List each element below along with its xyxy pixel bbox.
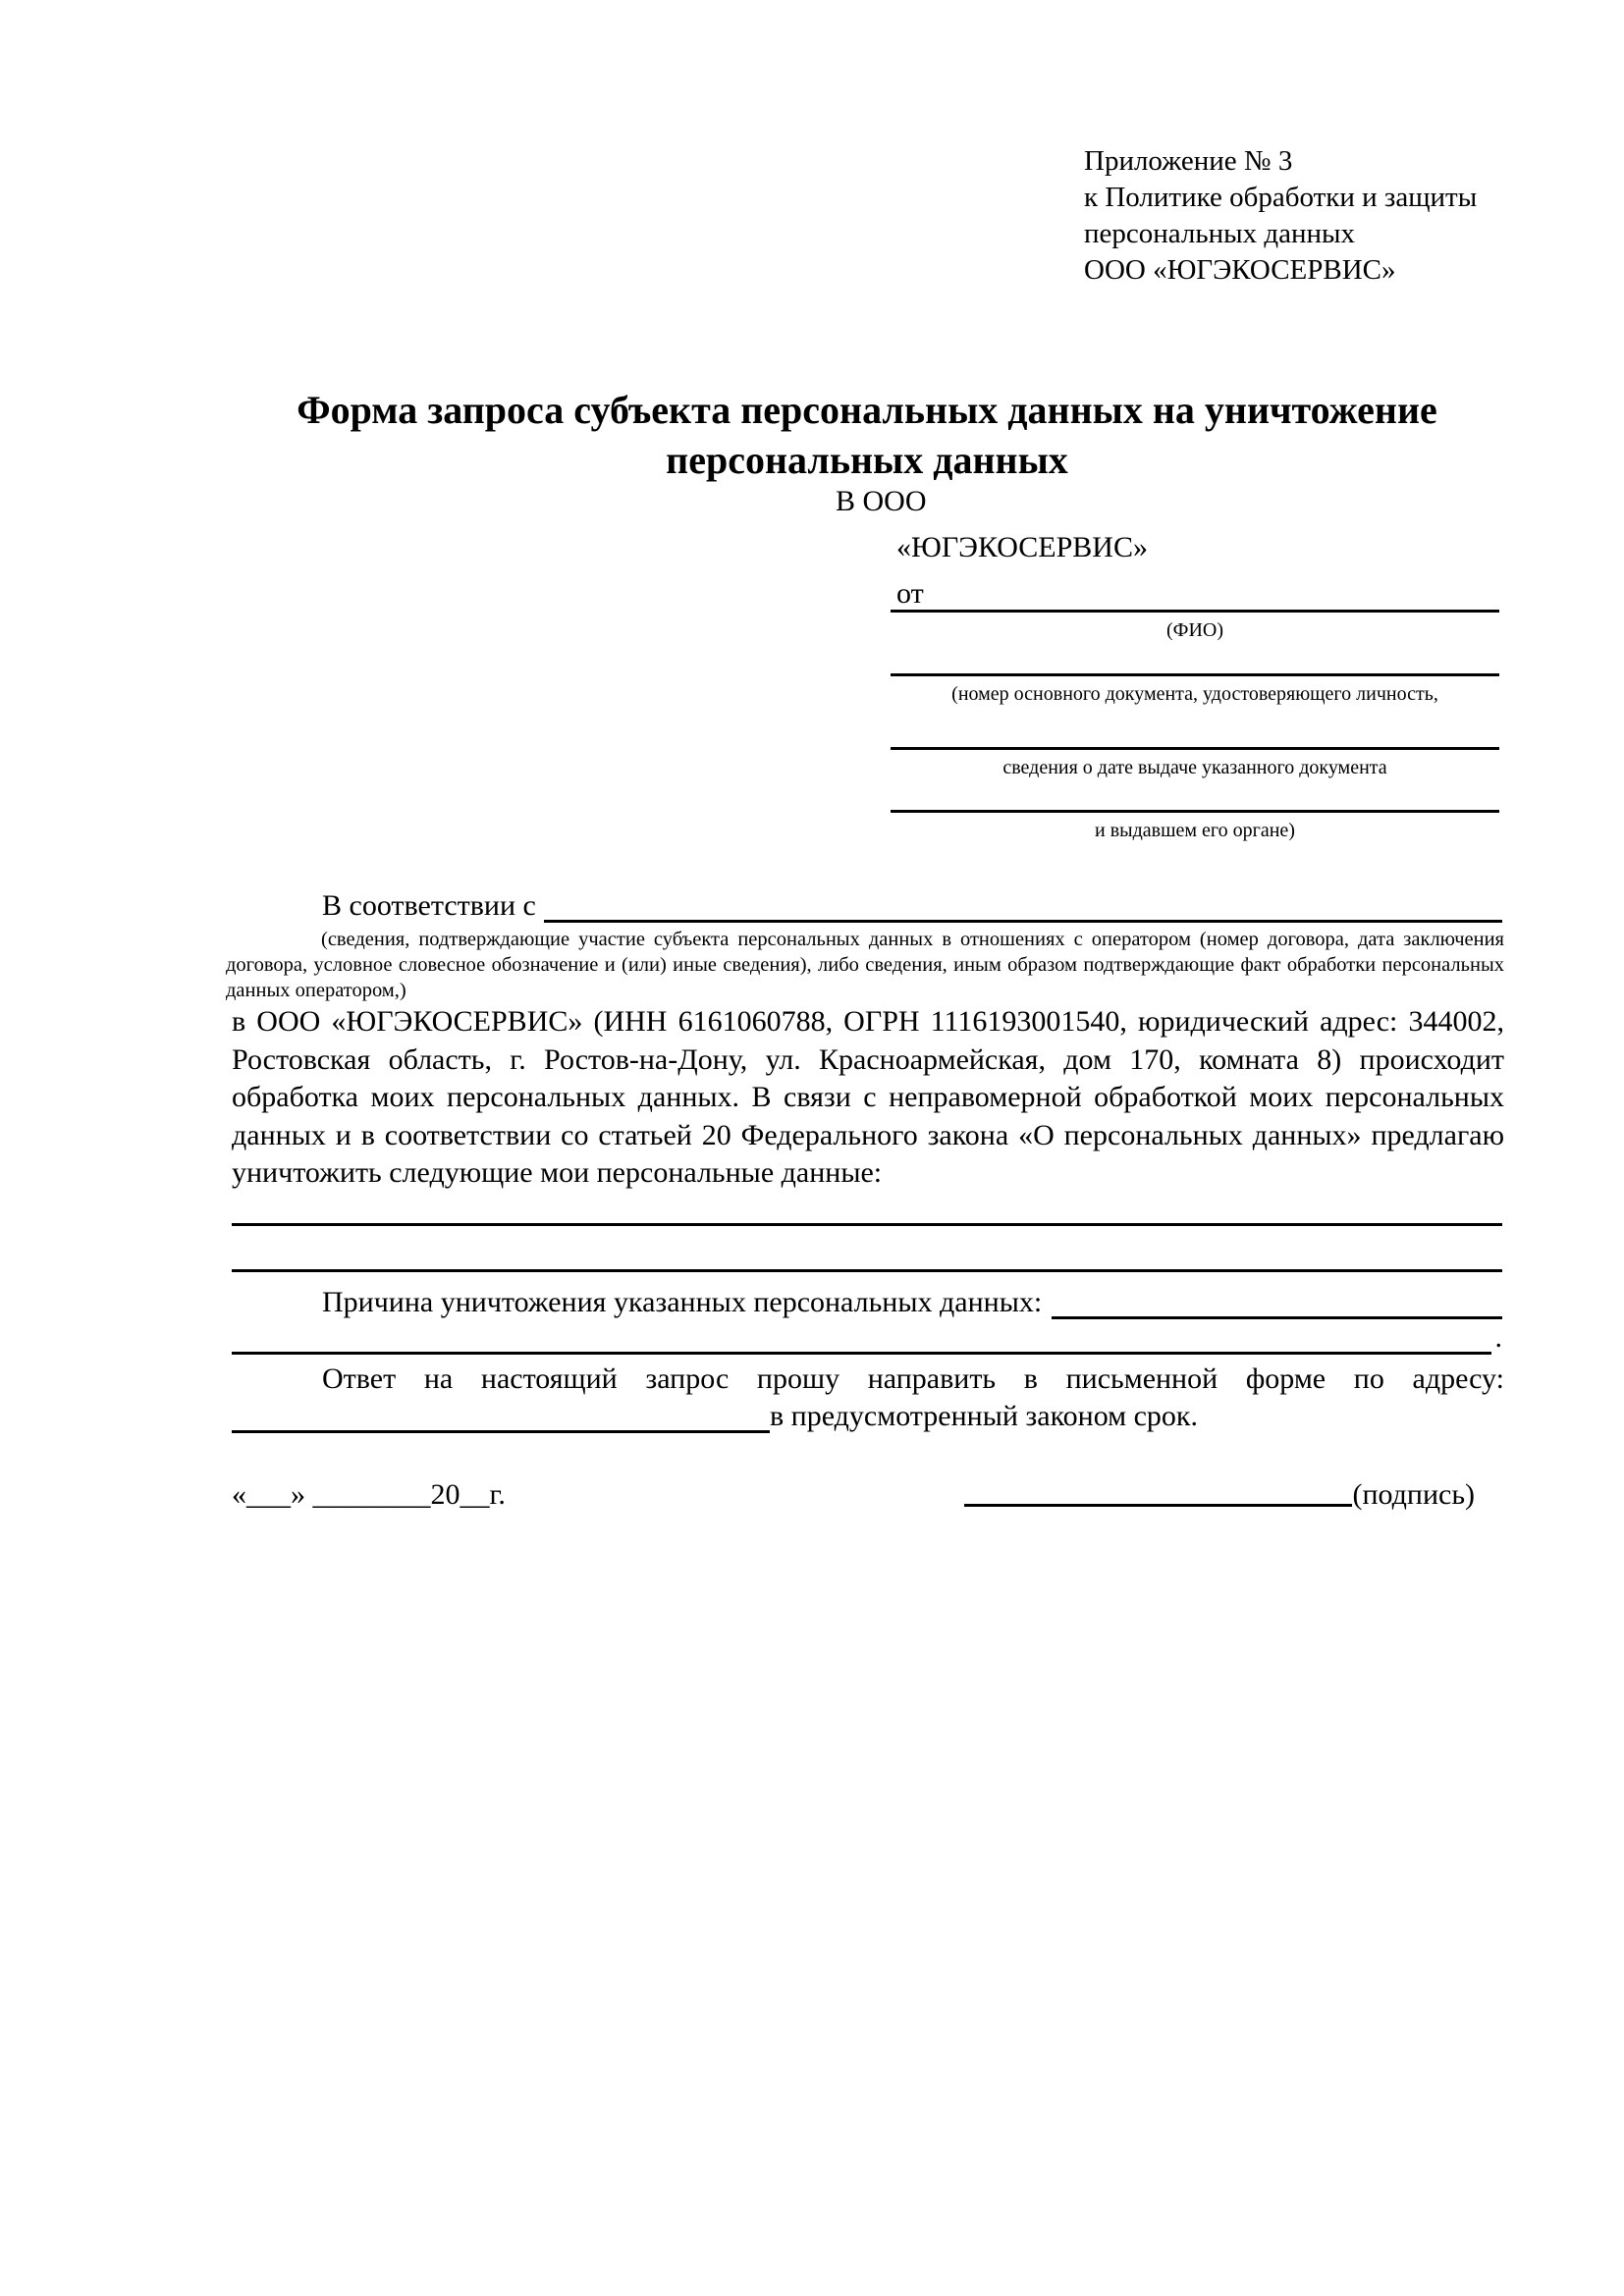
date-signature-row: [232, 1472, 1502, 1512]
addressee-from: от: [896, 577, 924, 610]
caption-fio: (ФИО): [1165, 619, 1223, 641]
date-blank: «___» ________20__г.: [232, 1478, 506, 1511]
blank-line-issue-date: [891, 747, 1499, 750]
caption-issue-date: сведения о дате выдаче указанного документа: [1002, 757, 1387, 778]
blank-line-address: [232, 1401, 770, 1433]
main-paragraph: в ООО «ЮГЭКОСЕРВИС» (ИНН 6161060788, ОГРН 1116193001540, юридический адрес: 344002, Ростовская область, г. Ростов-на-Дону, ул. Красноармейская, дом 170, комната 8) происходит обработка моих персональных данных. В связи с неправомерной обработкой моих персональных данных и в соответствии со статьей 20 Федерального закона «О персональных данных» предлагаю уничтожить следующие мои персональные данные:: [232, 1005, 1504, 1189]
trailing-period: .: [1494, 1321, 1502, 1354]
caption-issuing-authority: и выдавшем его органе): [1095, 820, 1295, 841]
answer-paragraph: Ответ на настоящий запрос прошу направить в письменной форме по адресу:: [322, 1362, 1504, 1395]
blank-line-personal-data-1: [232, 1223, 1502, 1226]
accordance-lead-text: В соответствии с: [322, 889, 536, 922]
appendix-header-line: Приложение № 3: [1084, 145, 1293, 177]
document-title: [232, 385, 1502, 485]
blank-line-accordance: [544, 886, 1502, 923]
reason-label: Причина уничтожения указанных персональных данных:: [322, 1286, 1043, 1318]
document-title-line2: персональных данных: [666, 438, 1068, 482]
addressee-organization: «ЮГЭКОСЕРВИС»: [896, 531, 1148, 563]
blank-line-signature: [964, 1476, 1352, 1507]
blank-line-reason-continuation: [232, 1326, 1491, 1355]
document-title-line1: Форма запроса субъекта персональных данных на уничтожение: [297, 388, 1437, 432]
blank-line-reason: [1052, 1283, 1502, 1319]
reason-continuation-row: [232, 1321, 1502, 1355]
blank-line-issuing-authority: [891, 810, 1499, 813]
answer-address-row: [232, 1402, 1502, 1433]
blank-line-fio: [891, 610, 1499, 613]
explanatory-note: (сведения, подтверждающие участие субъекта персональных данных в отношениях с оператором (номер договора, дата заключения договора, условное словесное обозначение и (или) иные сведения), либо сведения, иным образом подтверждающие факт обработки персональных данных оператором,): [226, 929, 1504, 1001]
appendix-header: [1084, 143, 1477, 289]
appendix-header-line: ООО «ЮГЭКОСЕРВИС»: [1084, 254, 1396, 286]
reason-row: [232, 1286, 1502, 1319]
appendix-header-line: к Политике обработки и защиты: [1084, 182, 1478, 213]
signature-caption: (подпись): [1352, 1478, 1475, 1511]
blank-line-personal-data-2: [232, 1269, 1502, 1272]
blank-line-document-number: [891, 673, 1499, 676]
addressee-to: В ООО: [836, 485, 927, 517]
answer-suffix-text: в предусмотренный законом срок.: [770, 1400, 1198, 1432]
caption-document-number: (номер основного документа, удостоверяющего личность,: [951, 683, 1438, 705]
accordance-row: [232, 883, 1502, 923]
signature-area: [964, 1476, 1475, 1512]
appendix-header-line: персональных данных: [1084, 218, 1356, 249]
